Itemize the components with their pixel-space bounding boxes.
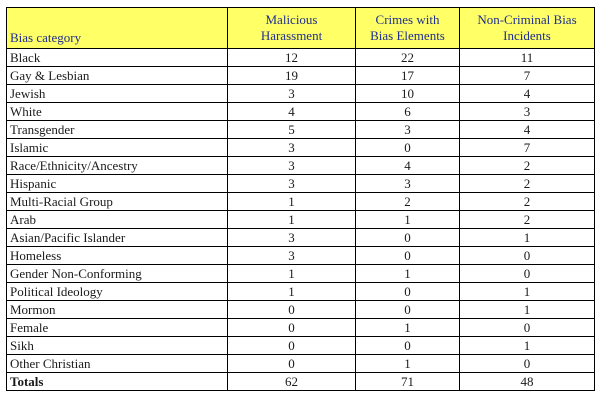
row-harassment-cell: 0: [228, 301, 356, 319]
table-row: [7, 157, 595, 175]
row-harassment-cell: 3: [228, 175, 356, 193]
row-crimes-cell: 0: [356, 301, 460, 319]
row-incidents-cell: 4: [460, 85, 595, 103]
row-crimes-cell: 0: [356, 139, 460, 157]
row-crimes-cell: 6: [356, 103, 460, 121]
table-footer: [7, 373, 595, 391]
row-harassment-cell: 1: [228, 265, 356, 283]
row-incidents-cell: 7: [460, 139, 595, 157]
header-row: [7, 8, 595, 49]
header-incidents-line1: Non-Criminal Bias: [477, 12, 577, 27]
bias-category-table: [6, 7, 595, 391]
table-row: [7, 139, 595, 157]
header-crimes-line2: Bias Elements: [370, 28, 445, 43]
row-crimes-cell: 2: [356, 193, 460, 211]
row-incidents-cell: 2: [460, 175, 595, 193]
row-incidents-cell: 0: [460, 247, 595, 265]
header-crimes-with-bias-elements: [356, 8, 460, 49]
totals-harassment: 62: [228, 373, 356, 391]
row-incidents-cell: 3: [460, 103, 595, 121]
row-category-cell: Transgender: [7, 121, 228, 139]
table-row: [7, 247, 595, 265]
row-incidents-cell: 0: [460, 355, 595, 373]
row-incidents-cell: 2: [460, 211, 595, 229]
table-row: [7, 301, 595, 319]
row-category-cell: Mormon: [7, 301, 228, 319]
table-row: [7, 67, 595, 85]
row-crimes-cell: 1: [356, 355, 460, 373]
totals-incidents: 48: [460, 373, 595, 391]
header-non-criminal-bias-incidents: [460, 8, 595, 49]
row-incidents-cell: 1: [460, 229, 595, 247]
row-crimes-cell: 0: [356, 283, 460, 301]
row-category-cell: Islamic: [7, 139, 228, 157]
header-malicious-harassment: [228, 8, 356, 49]
row-crimes-cell: 3: [356, 175, 460, 193]
row-crimes-cell: 0: [356, 229, 460, 247]
row-incidents-cell: 7: [460, 67, 595, 85]
row-crimes-cell: 4: [356, 157, 460, 175]
table-row: [7, 283, 595, 301]
row-harassment-cell: 3: [228, 85, 356, 103]
row-incidents-cell: 1: [460, 301, 595, 319]
table-row: [7, 175, 595, 193]
row-harassment-cell: 1: [228, 211, 356, 229]
row-crimes-cell: 1: [356, 265, 460, 283]
row-harassment-cell: 1: [228, 283, 356, 301]
row-category-cell: Arab: [7, 211, 228, 229]
row-harassment-cell: 3: [228, 229, 356, 247]
table-row: [7, 49, 595, 67]
row-crimes-cell: 1: [356, 319, 460, 337]
row-category-cell: Black: [7, 49, 228, 67]
header-crimes-line1: Crimes with: [375, 12, 440, 27]
row-category-cell: Homeless: [7, 247, 228, 265]
row-category-cell: Multi-Racial Group: [7, 193, 228, 211]
header-bias-category-label: Bias category: [10, 30, 82, 45]
row-category-cell: Sikh: [7, 337, 228, 355]
row-category-cell: White: [7, 103, 228, 121]
header-incidents-line2: Incidents: [503, 28, 551, 43]
row-crimes-cell: 1: [356, 211, 460, 229]
row-harassment-cell: 19: [228, 67, 356, 85]
row-incidents-cell: 2: [460, 193, 595, 211]
table-header: [7, 8, 595, 49]
row-harassment-cell: 0: [228, 355, 356, 373]
row-harassment-cell: 5: [228, 121, 356, 139]
table-row: [7, 121, 595, 139]
row-incidents-cell: 11: [460, 49, 595, 67]
row-harassment-cell: 3: [228, 157, 356, 175]
row-harassment-cell: 3: [228, 139, 356, 157]
row-incidents-cell: 0: [460, 265, 595, 283]
row-incidents-cell: 2: [460, 157, 595, 175]
row-category-cell: Other Christian: [7, 355, 228, 373]
row-crimes-cell: 17: [356, 67, 460, 85]
row-harassment-cell: 4: [228, 103, 356, 121]
row-incidents-cell: 1: [460, 283, 595, 301]
row-category-cell: Gender Non-Conforming: [7, 265, 228, 283]
row-harassment-cell: 12: [228, 49, 356, 67]
row-harassment-cell: 1: [228, 193, 356, 211]
row-category-cell: Gay & Lesbian: [7, 67, 228, 85]
row-category-cell: Jewish: [7, 85, 228, 103]
row-category-cell: Asian/Pacific Islander: [7, 229, 228, 247]
row-crimes-cell: 10: [356, 85, 460, 103]
row-harassment-cell: 3: [228, 247, 356, 265]
row-crimes-cell: 0: [356, 337, 460, 355]
row-harassment-cell: 0: [228, 319, 356, 337]
table-row: [7, 85, 595, 103]
header-bias-category: [7, 8, 228, 49]
totals-crimes: 71: [356, 373, 460, 391]
row-category-cell: Race/Ethnicity/Ancestry: [7, 157, 228, 175]
totals-row: [7, 373, 595, 391]
row-incidents-cell: 0: [460, 319, 595, 337]
row-incidents-cell: 4: [460, 121, 595, 139]
table-row: [7, 265, 595, 283]
row-harassment-cell: 0: [228, 337, 356, 355]
table-row: [7, 319, 595, 337]
row-crimes-cell: 3: [356, 121, 460, 139]
table-row: [7, 355, 595, 373]
table-row: [7, 337, 595, 355]
table-row: [7, 103, 595, 121]
table-row: [7, 229, 595, 247]
row-category-cell: Female: [7, 319, 228, 337]
row-crimes-cell: 22: [356, 49, 460, 67]
header-malicious-harassment-line2: Harassment: [260, 28, 323, 43]
row-category-cell: Political Ideology: [7, 283, 228, 301]
totals-label: Totals: [7, 373, 228, 391]
bias-table-container: [6, 7, 595, 391]
header-malicious-harassment-line1: Malicious: [265, 12, 318, 27]
table-row: [7, 193, 595, 211]
table-row: [7, 211, 595, 229]
table-body: [7, 49, 595, 373]
row-category-cell: Hispanic: [7, 175, 228, 193]
row-crimes-cell: 0: [356, 247, 460, 265]
row-incidents-cell: 1: [460, 337, 595, 355]
